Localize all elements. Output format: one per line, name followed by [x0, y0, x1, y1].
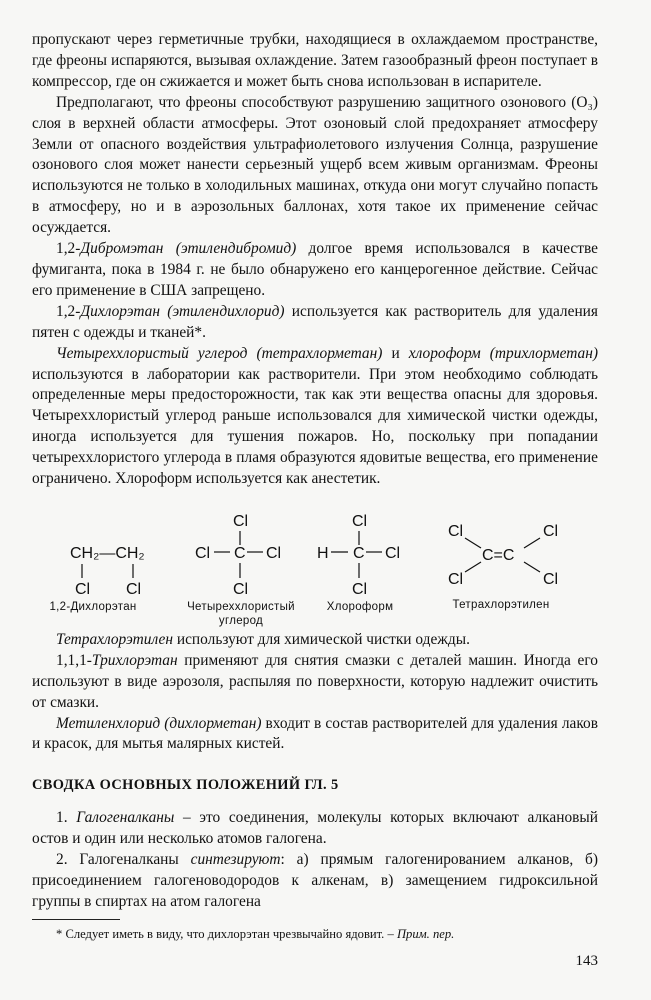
- structural-formulas: [32, 500, 598, 627]
- atom-label: Cl: [543, 570, 559, 588]
- double-bond-label: C=C: [482, 546, 515, 564]
- paragraph-carbon-tetrachloride: [32, 344, 598, 490]
- compound-name: Метиленхлорид (дихлорметан): [56, 714, 262, 732]
- term: синтезируют: [190, 851, 281, 869]
- caption-dichloroethane: 1,2-Дихлорэтан: [49, 600, 137, 613]
- atom-label: Cl: [75, 580, 91, 598]
- atom-label: C: [353, 544, 365, 562]
- atom-label: Cl: [448, 522, 464, 540]
- page-body: [32, 30, 598, 943]
- atom-label: Cl: [352, 580, 368, 598]
- text-prefix: 1,1,1-: [56, 651, 92, 669]
- tetrachloroethylene-structure: [448, 523, 558, 588]
- atom-label: Cl: [543, 522, 559, 540]
- paragraph-tetrachloroethylene: [32, 630, 598, 651]
- caption-tetrachloroethylene: Тетрахлорэтилен: [452, 598, 550, 611]
- bond-line: [465, 562, 481, 572]
- atom-label: Cl: [233, 512, 249, 530]
- section-heading: СВОДКА ОСНОВНЫХ ПОЛОЖЕНИЙ ГЛ. 5: [32, 777, 339, 794]
- footnote-text: * Следует иметь в виду, что дихлорэтан чрезвычайно ядовит. –: [56, 926, 397, 941]
- term: Галогеналканы: [76, 809, 175, 827]
- atom-label: Cl: [448, 570, 464, 588]
- summary-item-1: [32, 808, 598, 850]
- item-number: 2.: [56, 851, 80, 869]
- paragraph-methylene-chloride: [32, 714, 598, 756]
- caption-carbon-tetrachloride: Четыреххлористый углерод: [187, 600, 295, 627]
- footnote: [32, 926, 598, 943]
- atom-label: Cl: [385, 544, 401, 562]
- bond-line: [524, 538, 540, 548]
- paragraph-ozone: Предполагают, что фреоны способствуют разрушению защитного озонового (O₃) слоя в верхней области атмосферы. Этот озоновый слой предохраняет атмосферу Земли от опасного воздействия ультрафиолетового излучения Солнца, разрушение озонового слоя может нанести серьезный ущерб всем живым организмам. Фреоны используются не только в холодильных машинах, откуда они могут случайно попасть в атмосферу, но и в аэрозольных баллонах, хотя такое их применение сейчас осуждается.: [32, 93, 598, 237]
- formula-chain: CH₂—CH₂: [70, 544, 145, 562]
- footnote-note: Прим. пер.: [396, 926, 455, 941]
- summary-item-2: [32, 850, 598, 913]
- text-body: используются в лаборатории как растворители. При этом необходимо соблюдать определенные меры предосторожности, так как эти вещества опасны для здоровья. Четыреххлористый углерод раньше использовался для химической чистки одежды, иногда используется для тушения пожаров. Но, поскольку при попадании четыреххлористого углерода в пламя образуются ядовитые вещества, его применение ограничено. Хлороформ используется как анестетик.: [32, 365, 598, 488]
- paragraph-freon-cooling: пропускают через герметичные трубки, находящиеся в охлаждаемом пространстве, где фреоны испаряются, вызывая охлаждение. Затем газообразный фреон поступает в компрессор, где он сжижается и может быть снова использован в испарителе.: [32, 31, 598, 90]
- compound-name: Трихлорэтан: [91, 651, 178, 669]
- chloroform-structure: [317, 513, 400, 598]
- atom-label: Cl: [352, 512, 368, 530]
- text-body: входит в состав растворителей для удаления лаков и красок, для мытья малярных кистей.: [32, 714, 598, 753]
- atom-label: Cl: [195, 544, 211, 562]
- item-number: 1.: [56, 809, 77, 827]
- compound-name: Тетрахлорэтилен: [56, 630, 174, 648]
- text-body: : а) прямым галогенированием алканов, б) присоединением галогеноводородов к алкенам, в) замещением гидроксильной группы в спиртах на атом галогена: [32, 851, 599, 910]
- compound-name: Четыреххлористый углерод (тетрахлорметан): [56, 344, 383, 362]
- carbon-tetrachloride-structure: [195, 513, 281, 598]
- footnote-rule: [32, 919, 120, 920]
- atom-label: Cl: [233, 580, 249, 598]
- text-body: и: [382, 344, 409, 362]
- text-prefix: 1,2-: [56, 302, 81, 320]
- atom-label: Cl: [126, 580, 142, 598]
- text-prefix: 1,2-: [56, 240, 81, 258]
- paragraph-dichloroethane: [32, 302, 598, 344]
- dichloroethane-structure: [70, 545, 145, 598]
- text-body: используется как растворитель для удаления пятен с одежды и тканей*.: [32, 302, 598, 341]
- atom-label: H: [317, 544, 329, 562]
- bond-line: [524, 562, 540, 572]
- text-body: долгое время использовался в качестве фумиганта, пока в 1984 г. не было обнаружено его канцерогенное действие. Сейчас его применение в США запрещено.: [32, 240, 598, 299]
- atom-label: C: [234, 544, 246, 562]
- compound-name: хлороформ (трихлорметан): [408, 344, 599, 362]
- atom-label: Cl: [266, 544, 282, 562]
- text-body: Галогеналканы: [79, 851, 191, 869]
- paragraph-trichloroethane: [32, 651, 598, 714]
- paragraph-dibromoethane: [32, 239, 598, 302]
- page-number: 143: [575, 953, 598, 969]
- text-body: применяют для снятия смазки с деталей машин. Иногда его используют в виде аэрозоля, распыляя по поверхности, которую надлежит очистить от смазки.: [32, 651, 598, 711]
- bond-line: [465, 538, 481, 548]
- compound-name: Дибромэтан (этилендибромид): [80, 240, 297, 258]
- compound-name: Дихлорэтан (этилендихлорид): [80, 302, 285, 320]
- text-body: используют для химической чистки одежды.: [173, 630, 470, 648]
- caption-chloroform: Хлороформ: [326, 600, 394, 613]
- text-body: – это соединения, молекулы которых включают алкановый остов и один или несколько атомов галогена.: [32, 809, 599, 848]
